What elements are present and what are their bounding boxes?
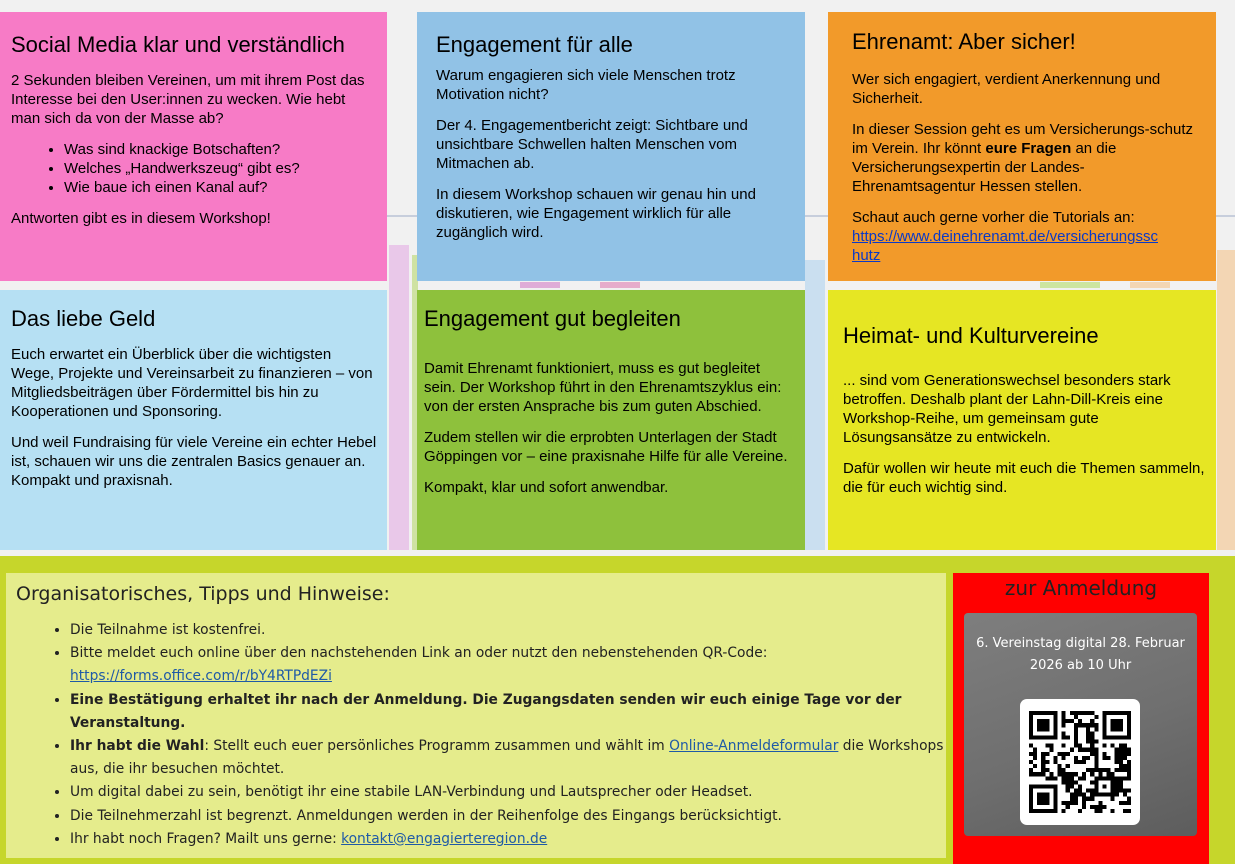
card-text: 2 Sekunden bleiben Vereinen, um mit ihrem Post das Interesse bei den User:innen zu wecken. Wie hebt man sich da von der Masse ab? [11,72,365,127]
org-list [16,619,946,851]
registration-panel [964,613,1197,836]
card-title: Ehrenamt: Aber sicher! [852,29,1076,54]
list-item: • Ihr habt die Wahl: Stellt euch euer persönliches Programm zusammen und wählt im Online-Anmeldeformular die Workshops aus, die ihr besuchen möchtet. [70,735,946,781]
list-item: • Eine Bestätigung erhaltet ihr nach der Anmeldung. Die Zugangsdaten senden wir euch einige Tage vor der Veranstaltung. [70,689,946,735]
card-das-liebe-geld [0,290,387,550]
org-title: Organisatorisches, Tipps und Hinweise: [16,583,390,605]
card-title: Engagement für alle [436,32,633,57]
list-item: • Ihr habt noch Fragen? Mailt uns gerne: kontakt@engagierteregion.de [70,828,946,851]
card-title: Engagement gut begleiten [424,306,681,331]
list-item: • Bitte meldet euch online über den nachstehenden Link an oder nutzt den nebenstehenden QR-Code: https://forms.office.com/r/bY4RTPdEZi [70,642,946,688]
card-social-media [0,12,387,281]
event-info [964,633,1197,677]
card-text: Warum engagieren sich viele Menschen trotz Motivation nicht? [436,67,736,103]
organisational-info-box [6,573,946,858]
list-item: • Was sind knackige Botschaften? [64,140,377,159]
card-text: ... sind vom Generationswechsel besonders stark betroffen. Deshalb plant der Lahn-Dill-Kreis eine Workshop-Reihe, um gemeinsam gute Lösungsansätze zu entwickeln. [843,372,1171,446]
card-title: Heimat- und Kulturvereine [843,323,1099,348]
card-text: In diesem Workshop schauen wir genau hin und diskutieren, wie Engagement wirklich für alle zugänglich wird. [436,186,756,241]
registration-title: zur Anmeldung [1004,576,1158,600]
list-item: • Wie baue ich einen Kanal auf? [64,178,377,197]
qr-code-icon[interactable] [1020,699,1140,825]
card-text: In dieser Session geht es um Versicherungs-schutz im Verein. Ihr könnt eure Fragen an die Versicherungsexpertin der Landes-Ehrenamtsagentur Hessen stellen. [852,121,1194,195]
list-item: • Die Teilnahme ist kostenfrei. [70,619,946,642]
event-time-line: 2026 ab 10 Uhr [1029,658,1132,673]
card-text: Antworten gibt es in diesem Workshop! [11,210,271,227]
contact-email-link[interactable]: kontakt@engagierteregion.de [341,830,548,847]
card-ehrenamt [828,12,1216,281]
card-engagement-gut-begleiten [417,290,805,550]
card-heimat-und-kulturvereine [828,290,1216,550]
card-text: Euch erwartet ein Überblick über die wichtigsten Wege, Projekte und Vereinsarbeit zu finanzieren – von Mitgliedsbeiträgen über Fördermittel bis hin zu Kooperationen und Sponsoring. [11,346,373,420]
list-item: • Welches „Handwerkszeug“ gibt es? [64,159,377,178]
registration-box [953,573,1209,864]
list-item: • Die Teilnehmerzahl ist begrenzt. Anmeldungen werden in der Reihenfolge des Eingangs berücksichtigt. [70,805,946,828]
card-text: Und weil Fundraising für viele Vereine ein echter Hebel ist, schauen wir uns die zentralen Basics genauer an. Kompakt und praxisnah. [11,434,377,489]
card-text: Wer sich engagiert, verdient Anerkennung und Sicherheit. [852,71,1161,107]
card-title: Das liebe Geld [11,306,156,331]
online-anmeldeformular-link[interactable]: Online-Anmeldeformular [669,738,839,755]
card-text: Schaut auch gerne vorher die Tutorials an: https://www.deinehrenamt.de/versicherungssc hutz [852,209,1158,264]
tutorial-link[interactable]: https://www.deinehrenamt.de/versicherungssc hutz [852,228,1158,264]
event-date-line: 6. Vereinstag digital 28. Februar [976,636,1185,651]
list-item: • Um digital dabei zu sein, benötigt ihr eine stabile LAN-Verbindung und Lautsprecher oder Headset. [70,781,946,804]
card-title: Social Media klar und verständlich [11,32,345,57]
card-engagement-fuer-alle [417,12,805,281]
card-text: Dafür wollen wir heute mit euch die Themen sammeln, die für euch wichtig sind. [843,460,1205,496]
card-text: Kompakt, klar und sofort anwendbar. [424,479,669,496]
card-bullet-list [11,140,377,197]
card-text: Damit Ehrenamt funktioniert, muss es gut begleitet sein. Der Workshop führt in den Ehrenamtszyklus ein: von der ersten Ansprache bis zum guten Abschied. [424,360,782,415]
card-text: Der 4. Engagementbericht zeigt: Sichtbare und unsichtbare Schwellen halten Menschen vom Mitmachen ab. [436,117,748,172]
card-text: Zudem stellen wir die erprobten Unterlagen der Stadt Göppingen vor – eine praxisnahe Hilfe für alle Vereine. [424,429,788,465]
registration-form-link[interactable]: https://forms.office.com/r/bY4RTPdEZi [70,668,332,685]
